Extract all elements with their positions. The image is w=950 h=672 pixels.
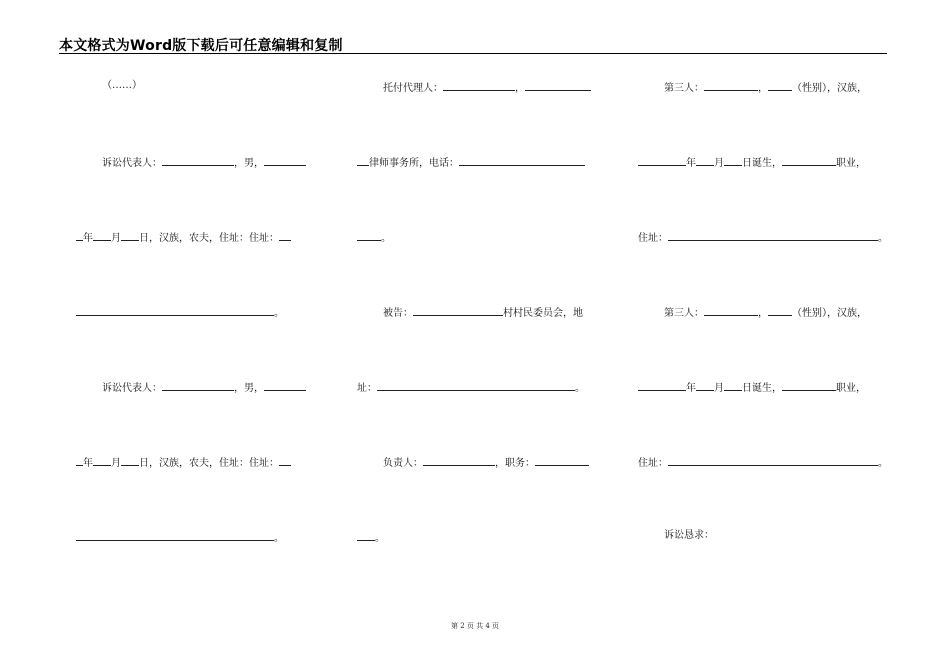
claims-heading — [638, 530, 714, 542]
label: 年 — [686, 383, 696, 394]
blank-field — [768, 80, 792, 91]
blank-field — [413, 305, 503, 316]
third-party-line-1 — [638, 80, 867, 95]
representative-line-1 — [76, 155, 306, 170]
law-firm-line — [357, 155, 585, 170]
ellipsis-line — [76, 80, 142, 92]
address-continuation-2 — [76, 530, 284, 545]
label: （性别），汉族， — [792, 308, 867, 319]
label: 职业， — [836, 158, 866, 169]
blank-field — [377, 380, 575, 391]
defendant-address-line — [357, 380, 585, 395]
blank-field — [768, 305, 792, 316]
defendant-line — [357, 305, 583, 320]
label: ， — [515, 83, 525, 94]
label: 第三人： — [664, 308, 704, 319]
blank-field — [696, 380, 714, 391]
blank-field — [93, 455, 111, 466]
period: 。 — [375, 533, 385, 544]
label: 村村民委员会，地 — [503, 308, 583, 319]
address-continuation-1 — [76, 305, 284, 320]
blank-field — [76, 455, 83, 466]
law-firm-continuation — [357, 230, 391, 245]
header-divider — [59, 53, 887, 54]
label: 诉讼代表人： — [102, 158, 162, 169]
blank-field — [162, 155, 234, 166]
label: ，职务： — [495, 458, 535, 469]
label: 月 — [714, 383, 724, 394]
blank-field — [357, 530, 375, 541]
label: 第三人： — [664, 83, 704, 94]
blank-field — [724, 380, 742, 391]
label: ，男， — [234, 383, 264, 394]
blank-field — [668, 455, 878, 466]
agent-line — [357, 80, 591, 95]
birth-address-line-1 — [76, 230, 291, 245]
label: 年 — [83, 458, 93, 469]
representative-line-2 — [76, 380, 306, 395]
label: 被告： — [383, 308, 413, 319]
label: 住址： — [638, 458, 668, 469]
label: ， — [758, 83, 768, 94]
label: 托付代理人： — [383, 83, 443, 94]
label: 日诞生， — [742, 383, 782, 394]
third-party-birth-line-2 — [638, 380, 866, 395]
label: 月 — [111, 233, 121, 244]
label: ， — [758, 308, 768, 319]
blank-field — [162, 380, 234, 391]
blank-field — [443, 80, 515, 91]
blank-field — [121, 230, 139, 241]
blank-field — [264, 380, 306, 391]
third-party-birth-line-1 — [638, 155, 866, 170]
label: 住址： — [638, 233, 668, 244]
blank-field — [668, 230, 878, 241]
label: 日，汉族，农夫，住址：住址： — [139, 233, 279, 244]
birth-address-line-2 — [76, 455, 291, 470]
blank-field — [704, 80, 758, 91]
label: 诉讼代表人： — [102, 383, 162, 394]
label: 诉讼恳求： — [664, 530, 714, 541]
label: 职业， — [836, 383, 866, 394]
period: 。 — [274, 533, 284, 544]
blank-field — [76, 530, 274, 541]
responsible-person-line — [357, 455, 589, 470]
blank-field — [264, 155, 306, 166]
blank-field — [76, 305, 274, 316]
period: 。 — [381, 233, 391, 244]
label: 日诞生， — [742, 158, 782, 169]
blank-field — [357, 155, 369, 166]
label: 年 — [83, 233, 93, 244]
label: ，男， — [234, 158, 264, 169]
blank-field — [459, 155, 585, 166]
blank-field — [93, 230, 111, 241]
blank-field — [704, 305, 758, 316]
label: 日，汉族，农夫，住址：住址： — [139, 458, 279, 469]
ellipsis-text: （……） — [102, 80, 142, 91]
blank-field — [782, 155, 836, 166]
blank-field — [638, 380, 686, 391]
label: 律师事务所，电话： — [369, 158, 459, 169]
label: 月 — [111, 458, 121, 469]
document-header-title: 本文格式为Word版下载后可任意编辑和复制 — [59, 38, 343, 54]
period: 。 — [575, 383, 585, 394]
label: 年 — [686, 158, 696, 169]
blank-field — [357, 230, 381, 241]
blank-field — [696, 155, 714, 166]
blank-field — [724, 155, 742, 166]
third-party-address-line-2 — [638, 455, 888, 470]
period: 。 — [878, 233, 888, 244]
blank-field — [76, 230, 83, 241]
blank-field — [535, 455, 589, 466]
blank-field — [279, 230, 291, 241]
third-party-line-2 — [638, 305, 867, 320]
label: （性别），汉族， — [792, 83, 867, 94]
label: 址： — [357, 383, 377, 394]
blank-field — [423, 455, 495, 466]
blank-field — [638, 155, 686, 166]
period: 。 — [878, 458, 888, 469]
blank-field — [525, 80, 591, 91]
position-continuation — [357, 530, 385, 545]
label: 月 — [714, 158, 724, 169]
period: 。 — [274, 308, 284, 319]
blank-field — [782, 380, 836, 391]
label: 负责人： — [383, 458, 423, 469]
blank-field — [279, 455, 291, 466]
page-number: 第 2 页 共 4 页 — [450, 622, 500, 630]
third-party-address-line-1 — [638, 230, 888, 245]
blank-field — [121, 455, 139, 466]
